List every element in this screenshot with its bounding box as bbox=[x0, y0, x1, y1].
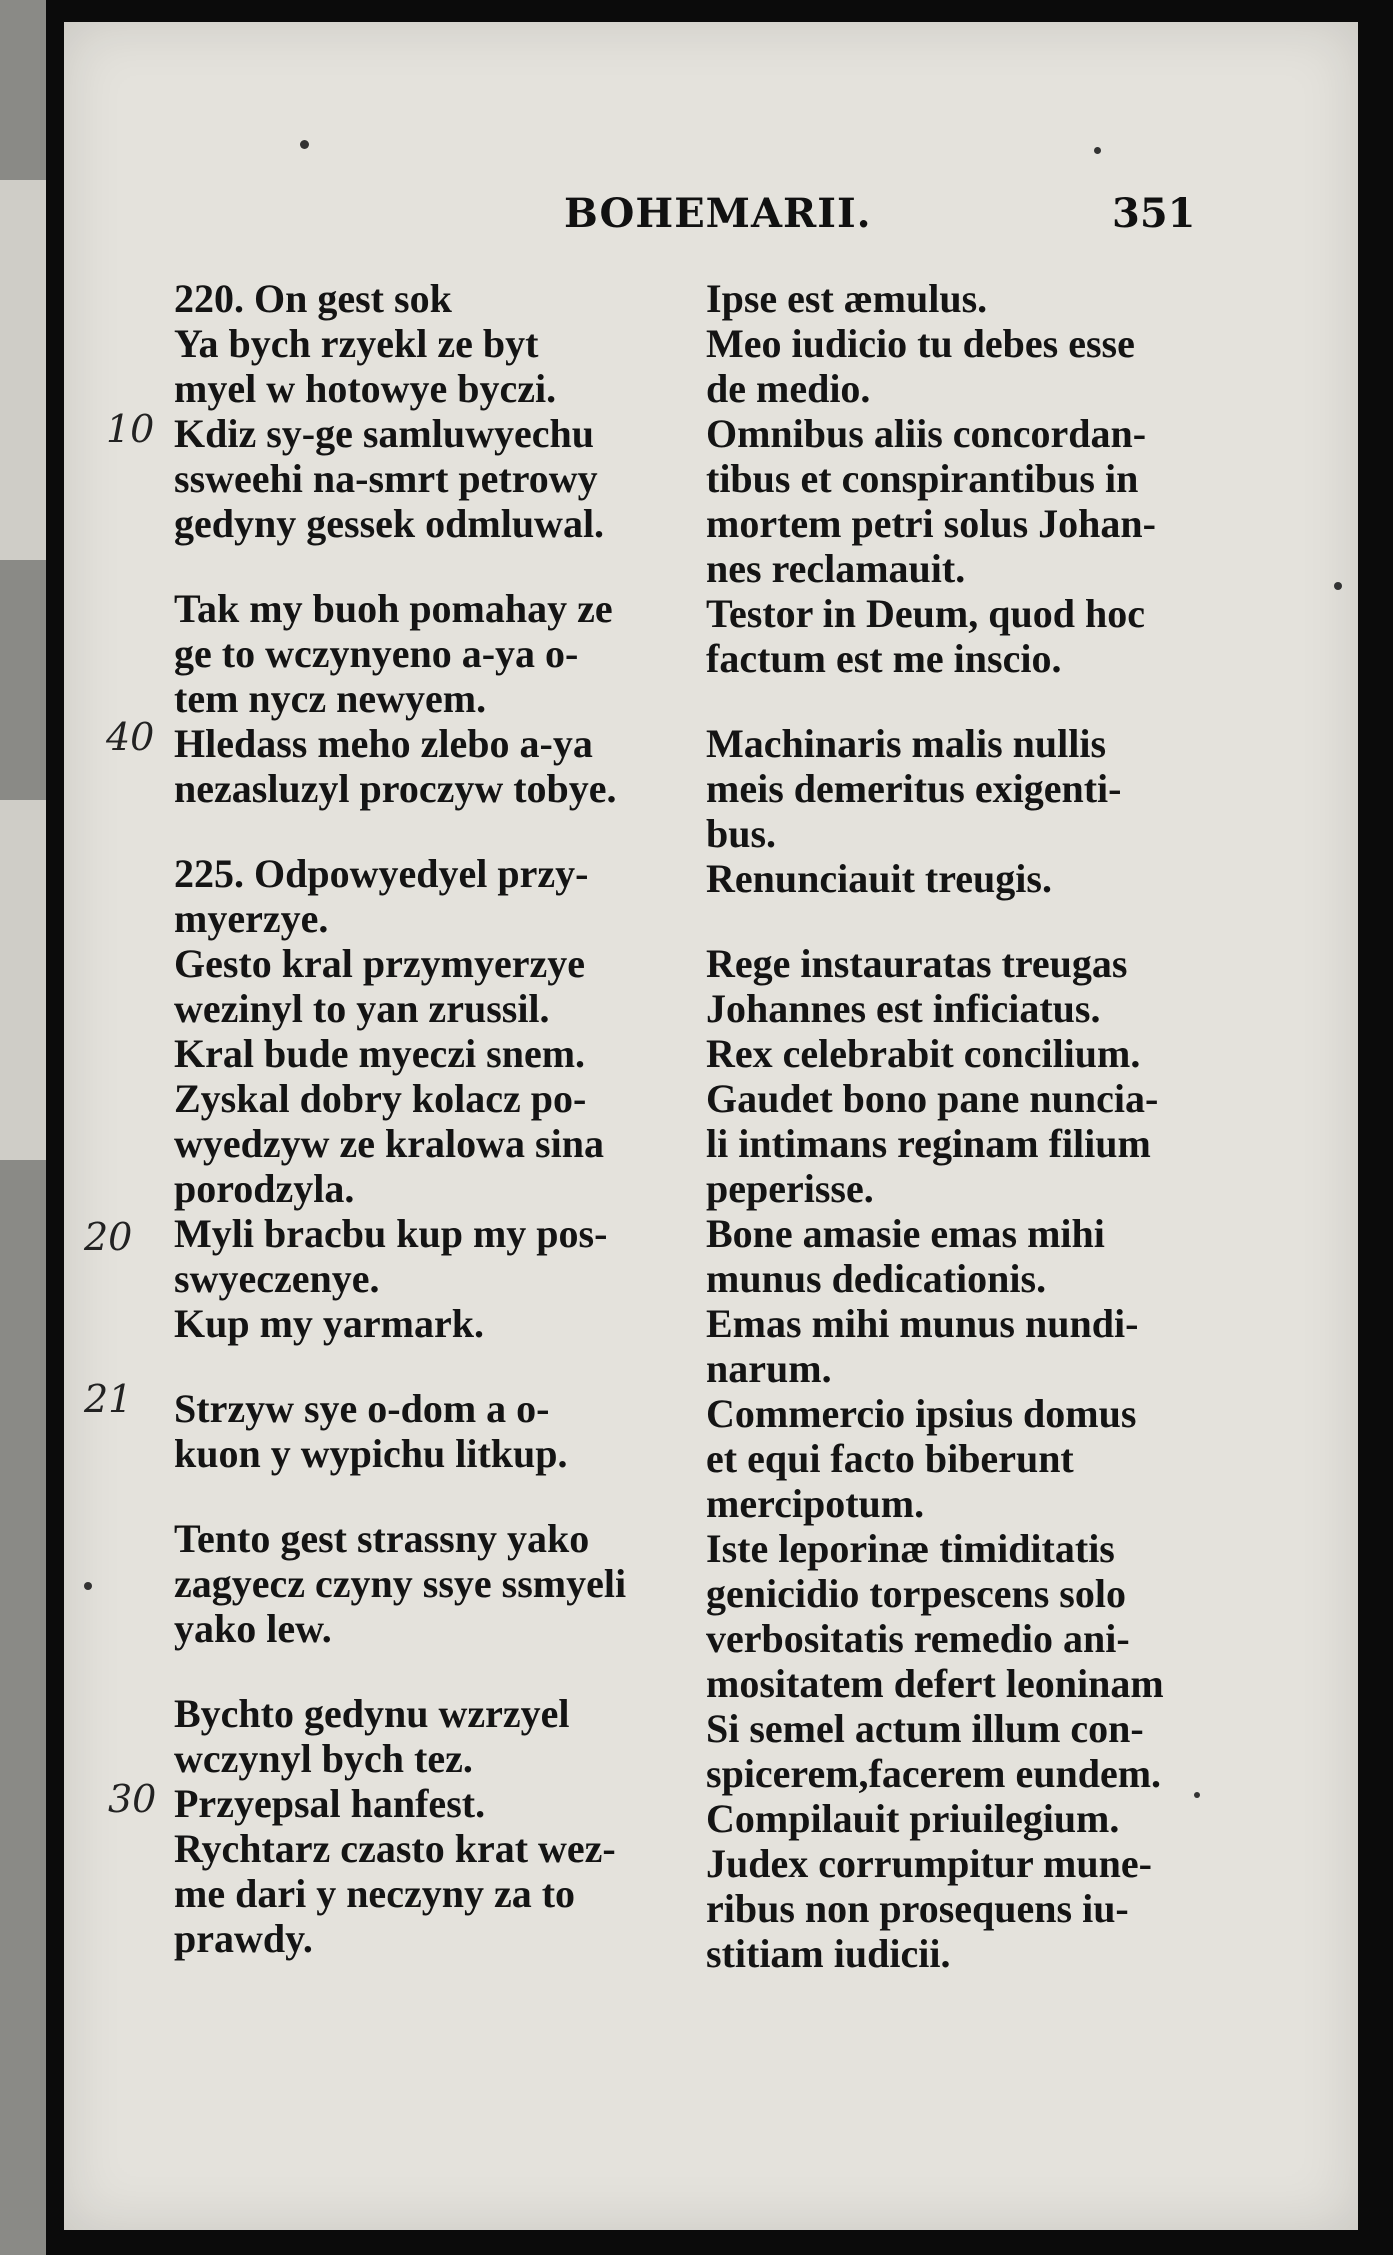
text-line: Kdiz sy-ge samluwyechu bbox=[174, 411, 594, 456]
ink-speck bbox=[84, 1582, 92, 1590]
text-line: Bone amasie emas mihi bbox=[706, 1211, 1105, 1256]
text-line: Rex celebrabit concilium. bbox=[706, 1031, 1141, 1076]
text-line: wczynyl bych tez. bbox=[174, 1736, 473, 1781]
text-line: ge to wczynyeno a-ya o- bbox=[174, 631, 579, 676]
text-line: Compilauit priuilegium. bbox=[706, 1796, 1120, 1841]
text-line: gedyny gessek odmluwal. bbox=[174, 501, 605, 546]
text-line: Ya bych rzyekl ze byt bbox=[174, 321, 539, 366]
text-line: myel w hotowye byczi. bbox=[174, 366, 557, 411]
running-title: BOHEMARII. bbox=[564, 190, 872, 237]
text-line: wezinyl to yan zrussil. bbox=[174, 986, 550, 1031]
book-page bbox=[64, 22, 1358, 2230]
text-line: Gesto kral przymyerzye bbox=[174, 941, 585, 986]
text-line: wyedzyw ze kralowa sina bbox=[174, 1121, 604, 1166]
text-line: Testor in Deum, quod hoc bbox=[706, 591, 1145, 636]
text-line: Judex corrumpitur mune- bbox=[706, 1841, 1152, 1886]
text-line: nes reclamauit. bbox=[706, 546, 966, 591]
text-line: de medio. bbox=[706, 366, 871, 411]
text-line: porodzyla. bbox=[174, 1166, 355, 1211]
text-line: 225. Odpowyedyel przy- bbox=[174, 851, 589, 896]
text-line: Omnibus aliis concordan- bbox=[706, 411, 1147, 456]
text-line: narum. bbox=[706, 1346, 832, 1391]
text-line: mercipotum. bbox=[706, 1481, 925, 1526]
line-gap bbox=[174, 811, 734, 851]
text-line: bus. bbox=[706, 811, 777, 856]
text-line: mositatem defert leoninam bbox=[706, 1661, 1164, 1706]
text-line: tem nycz newyem. bbox=[174, 676, 487, 721]
text-line: genicidio torpescens solo bbox=[706, 1571, 1126, 1616]
text-line: peperisse. bbox=[706, 1166, 874, 1211]
ink-speck bbox=[1094, 147, 1101, 154]
text-line: Machinaris malis nullis bbox=[706, 721, 1107, 766]
text-line: prawdy. bbox=[174, 1916, 313, 1961]
text-line: Si semel actum illum con- bbox=[706, 1706, 1144, 1751]
text-line: 220. On gest sok bbox=[174, 276, 452, 321]
text-line: Iste leporinæ timiditatis bbox=[706, 1526, 1115, 1571]
text-line: me dari y neczyny za to bbox=[174, 1871, 576, 1916]
text-line: Kup my yarmark. bbox=[174, 1301, 484, 1346]
text-line: tibus et conspirantibus in bbox=[706, 456, 1139, 501]
czech-text-column bbox=[174, 276, 734, 1961]
ink-speck bbox=[1194, 1792, 1200, 1798]
margin-line-number: 40 bbox=[106, 715, 155, 759]
text-line: mortem petri solus Johan- bbox=[706, 501, 1156, 546]
text-line: ssweehi na-smrt petrowy bbox=[174, 456, 598, 501]
text-line: Renunciauit treugis. bbox=[706, 856, 1052, 901]
text-line: Myli bracbu kup my pos- bbox=[174, 1211, 608, 1256]
text-line: Gaudet bono pane nuncia- bbox=[706, 1076, 1159, 1121]
text-line: factum est me inscio. bbox=[706, 636, 1062, 681]
page-header bbox=[64, 190, 1358, 250]
text-line: spicerem,facerem eundem. bbox=[706, 1751, 1162, 1796]
text-line: ribus non prosequens iu- bbox=[706, 1886, 1129, 1931]
page-number: 351 bbox=[1112, 190, 1196, 237]
line-gap bbox=[174, 546, 734, 586]
text-line: yako lew. bbox=[174, 1606, 332, 1651]
text-line: Kral bude myeczi snem. bbox=[174, 1031, 586, 1076]
text-line: nezasluzyl proczyw tobye. bbox=[174, 766, 617, 811]
line-gap bbox=[174, 1476, 734, 1516]
text-line: stitiam iudicii. bbox=[706, 1931, 951, 1976]
text-line: et equi facto biberunt bbox=[706, 1436, 1074, 1481]
margin-line-number: 30 bbox=[108, 1777, 157, 1821]
text-line: meis demeritus exigenti- bbox=[706, 766, 1122, 811]
latin-text-column bbox=[706, 276, 1286, 1976]
previous-page-edge bbox=[0, 0, 46, 2255]
text-line: swyeczenye. bbox=[174, 1256, 380, 1301]
text-line: kuon y wypichu litkup. bbox=[174, 1431, 568, 1476]
margin-line-number: 20 bbox=[84, 1215, 133, 1259]
text-line: Ipse est æmulus. bbox=[706, 276, 988, 321]
text-line: verbositatis remedio ani- bbox=[706, 1616, 1130, 1661]
text-line: Tak my buoh pomahay ze bbox=[174, 586, 613, 631]
text-line: Bychto gedynu wzrzyel bbox=[174, 1691, 570, 1736]
text-line: Johannes est inficiatus. bbox=[706, 986, 1101, 1031]
text-line: Commercio ipsius domus bbox=[706, 1391, 1137, 1436]
text-line: Rege instauratas treugas bbox=[706, 941, 1128, 986]
ink-speck bbox=[1334, 582, 1342, 590]
text-line: Meo iudicio tu debes esse bbox=[706, 321, 1135, 366]
text-line: Hledass meho zlebo a-ya bbox=[174, 721, 593, 766]
text-line: myerzye. bbox=[174, 896, 329, 941]
text-line: Zyskal dobry kolacz po- bbox=[174, 1076, 587, 1121]
margin-line-number: 21 bbox=[84, 1377, 133, 1421]
text-line: Emas mihi munus nundi- bbox=[706, 1301, 1139, 1346]
line-gap bbox=[174, 1346, 734, 1386]
text-line: li intimans reginam filium bbox=[706, 1121, 1151, 1166]
margin-line-number: 10 bbox=[106, 407, 155, 451]
text-line: zagyecz czyny ssye ssmyeli bbox=[174, 1561, 627, 1606]
line-gap bbox=[706, 901, 1286, 941]
text-line: Przyepsal hanfest. bbox=[174, 1781, 486, 1826]
line-gap bbox=[174, 1651, 734, 1691]
text-line: Strzyw sye o-dom a o- bbox=[174, 1386, 550, 1431]
text-line: munus dedicationis. bbox=[706, 1256, 1047, 1301]
text-line: Rychtarz czasto krat wez- bbox=[174, 1826, 616, 1871]
line-gap bbox=[706, 681, 1286, 721]
ink-speck bbox=[300, 140, 309, 149]
text-line: Tento gest strassny yako bbox=[174, 1516, 590, 1561]
